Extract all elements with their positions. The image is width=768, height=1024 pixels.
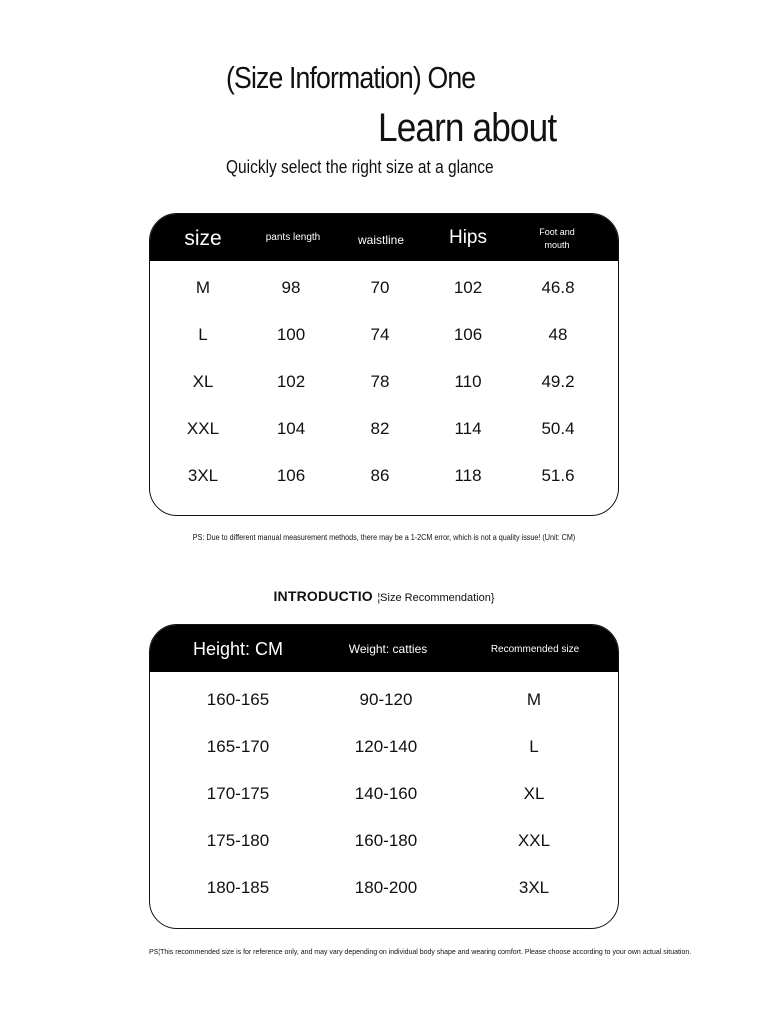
title-line-2: Learn about — [378, 106, 557, 150]
table-cell: 78 — [370, 371, 390, 391]
table-cell: 170-175 — [206, 783, 270, 803]
recommend-table — [149, 624, 619, 929]
table-cell: 160-180 — [354, 830, 418, 850]
table-cell: XXL — [517, 830, 551, 850]
subtitle: Quickly select the right size at a glance — [226, 157, 494, 177]
table-cell: 3XL — [187, 465, 219, 485]
size-table-header — [150, 214, 618, 261]
recommend-table-row — [150, 817, 618, 864]
recommend-note: PS¦This recommended size is for reference only, and may vary depending on individual body shape and wearing comfort. Please choose according to your own actual situation. — [149, 947, 692, 956]
col-header-height: Height: CM — [192, 639, 284, 659]
col-header-pants-length: pants length — [265, 232, 321, 243]
col-header-recommended: Recommended size — [490, 644, 580, 655]
table-cell: XL — [192, 371, 214, 391]
table-cell: XXL — [186, 418, 220, 438]
table-cell: 104 — [276, 418, 306, 438]
table-cell: 118 — [454, 465, 482, 485]
size-table-row — [150, 358, 618, 405]
size-table-row — [150, 452, 618, 499]
table-cell: 102 — [453, 277, 483, 297]
col-header-size: size — [184, 227, 222, 250]
table-cell: 51.6 — [541, 465, 575, 485]
table-cell: L — [529, 736, 539, 756]
col-header-hips: Hips — [448, 227, 488, 248]
table-cell: M — [526, 689, 542, 709]
table-cell: 49.2 — [541, 371, 575, 391]
table-cell: 86 — [370, 465, 390, 485]
table-cell: M — [195, 277, 211, 297]
size-table-row — [150, 264, 618, 311]
size-table-row — [150, 311, 618, 358]
table-cell: 46.8 — [541, 277, 575, 297]
col-header-waistline: waistline — [357, 233, 405, 247]
table-cell: 120-140 — [354, 736, 418, 756]
table-cell: 100 — [276, 324, 306, 344]
intro-title: INTRODUCTIO — [273, 588, 373, 604]
table-cell: L — [198, 324, 208, 344]
intro-heading — [0, 588, 768, 606]
recommend-table-row — [150, 676, 618, 723]
table-cell: 180-200 — [354, 877, 418, 897]
table-cell: 114 — [454, 418, 482, 438]
table-cell: 98 — [281, 277, 301, 297]
table-cell: 106 — [276, 465, 306, 485]
table-cell: 165-170 — [206, 736, 270, 756]
table-cell: 102 — [276, 371, 306, 391]
table-cell: 74 — [370, 324, 390, 344]
intro-subtitle: ¦Size Recommendation} — [377, 592, 495, 604]
table-cell: 70 — [370, 277, 390, 297]
table-cell: 106 — [453, 324, 483, 344]
recommend-table-header — [150, 625, 618, 672]
table-cell: 160-165 — [206, 689, 270, 709]
col-header-foot-mouth: Foot and mouth — [539, 227, 575, 250]
recommend-table-row — [150, 770, 618, 817]
recommend-table-row — [150, 723, 618, 770]
recommend-table-row — [150, 864, 618, 911]
table-cell: 90-120 — [359, 689, 413, 709]
table-cell: 48 — [548, 324, 568, 344]
title-line-1: (Size Information) One — [226, 60, 476, 95]
col-header-weight: Weight: catties — [348, 642, 428, 656]
table-cell: XL — [523, 783, 545, 803]
table-cell: 180-185 — [206, 877, 270, 897]
size-table-row — [150, 405, 618, 452]
table-cell: 110 — [454, 371, 482, 391]
table-cell: 50.4 — [541, 418, 575, 438]
size-note: PS: Due to different manual measurement methods, there may be a 1-2CM error, which is not a quality issue! (Unit: CM) — [192, 533, 576, 542]
table-cell: 140-160 — [354, 783, 418, 803]
size-table — [149, 213, 619, 516]
table-cell: 3XL — [518, 877, 550, 897]
table-cell: 82 — [370, 418, 390, 438]
table-cell: 175-180 — [206, 830, 270, 850]
